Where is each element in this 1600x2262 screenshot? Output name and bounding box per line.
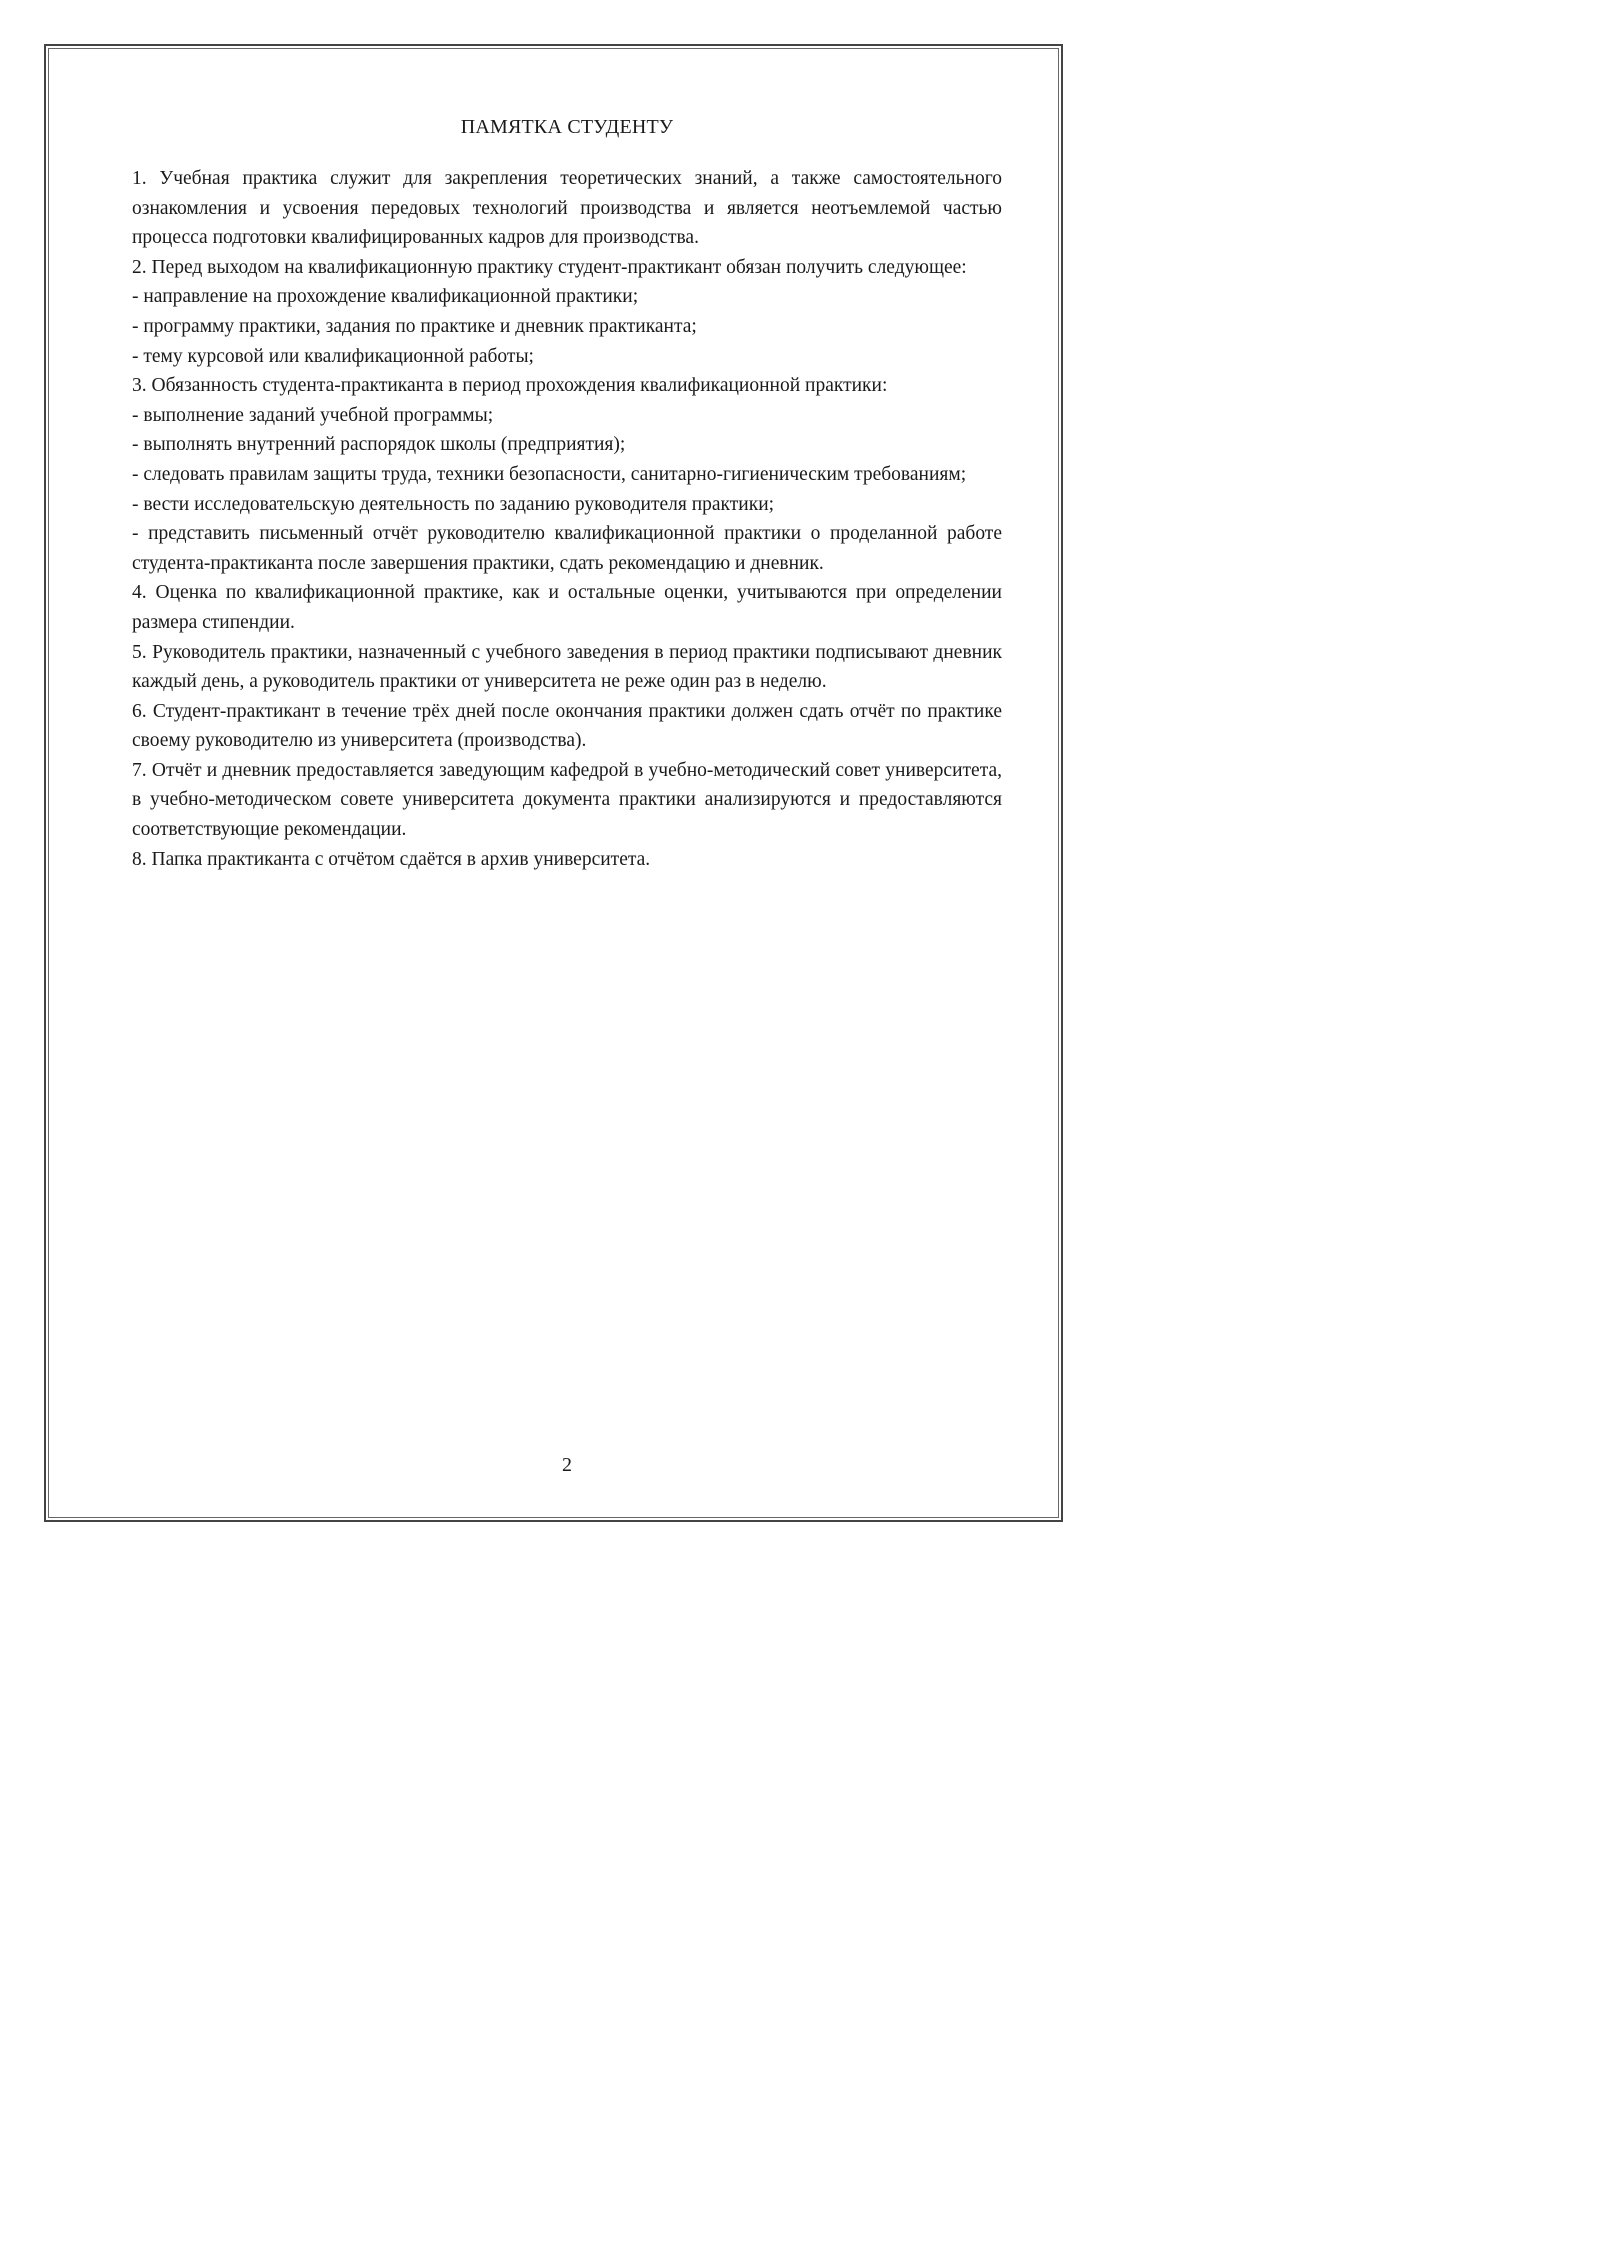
paragraph-item-7: 7. Отчёт и дневник предоставляется заведующим кафедрой в учебно-методический совет университета, в учебно-методическом совете университета документа практики анализируются и предоставляются соответствующие рекомендации. [132, 759, 1002, 841]
list-item-report: - представить письменный отчёт руководителю квалификационной практики о проделанной работе студента-практиканта после завершения практики, сдать рекомендацию и дневник. [132, 523, 1002, 574]
list-item-research: - вести исследовательскую деятельность по заданию руководителя практики; [132, 493, 775, 515]
page-title: ПАМЯТКА СТУДЕНТУ [460, 116, 674, 138]
list-item-routine: - выполнять внутренний распорядок школы (предприятия); [132, 434, 626, 456]
paragraph-item-6: 6. Студент-практикант в течение трёх дней после окончания практики должен сдать отчёт по практике своему руководителю из университета (производства). [132, 700, 1002, 752]
list-item-topic: - тему курсовой или квалификационной работы; [132, 345, 534, 367]
list-item-safety: - следовать правилам защиты труда, техники безопасности, санитарно-гигиеническим требованиям; [132, 463, 967, 485]
paragraph-item-8: 8. Папка практиканта с отчётом сдаётся в архив университета. [132, 848, 651, 870]
paragraph-item-4: 4. Оценка по квалификационной практике, как и остальные оценки, учитываются при определении размера стипендии. [132, 582, 1002, 633]
document-body [132, 164, 1002, 874]
paragraph-item-5: 5. Руководитель практики, назначенный с учебного заведения в период практики подписывают дневник каждый день, а руководитель практики от университета не реже один раз в неделю. [132, 641, 1002, 693]
paragraph-item-3: 3. Обязанность студента-практиканта в период прохождения квалификационной практики: [132, 375, 888, 397]
list-item-assignments: - выполнение заданий учебной программы; [132, 404, 494, 426]
list-item-referral: - направление на прохождение квалификационной практики; [132, 286, 639, 308]
paragraph-item-2: 2. Перед выходом на квалификационную практику студент-практикант обязан получить следующее: [132, 256, 967, 278]
paragraph-item-1: 1. Учебная практика служит для закрепления теоретических знаний, а также самостоятельного ознакомления и усвоения передовых технологий производства и является неотъемлемой частью процесса подготовки квалифицированных кадров для производства. [132, 168, 1002, 249]
list-item-program: - программу практики, задания по практике и дневник практиканта; [132, 315, 697, 337]
page-number: 2 [562, 1454, 572, 1476]
